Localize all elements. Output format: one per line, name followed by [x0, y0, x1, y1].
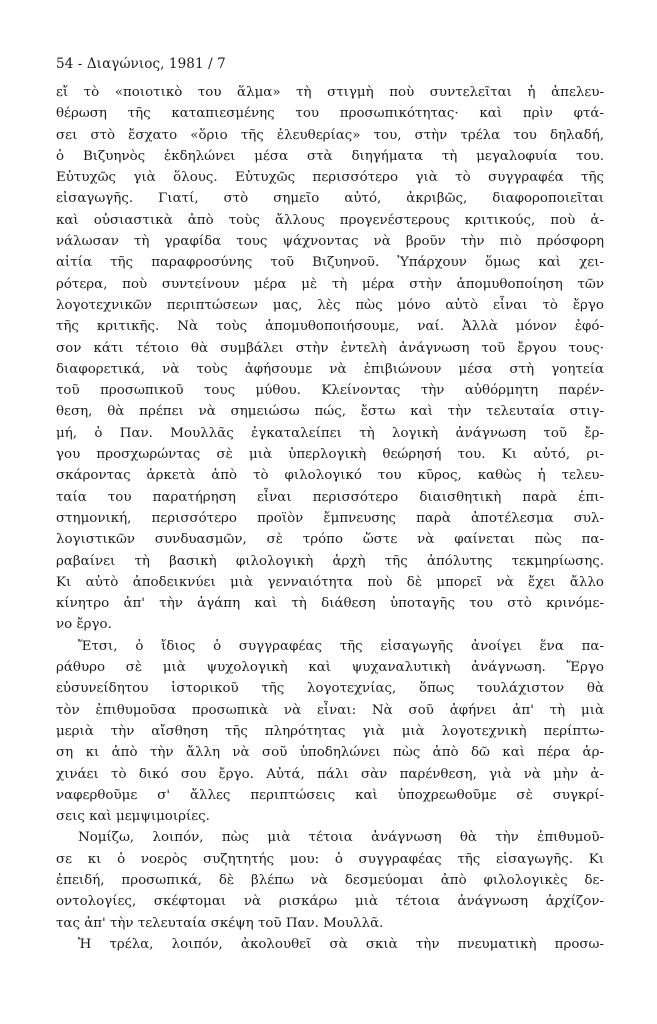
text-line: μεριὰ τὴν αἴσθηση τῆς πληρότητας γιὰ μιὰ λογοτεχνικὴ περίπτω- — [56, 723, 604, 739]
text-line: ναφερθοῦμε σ' ἄλλες περιπτώσεις καὶ ὑποχρεωθοῦμε σὲ συγκρί- — [56, 787, 604, 803]
text-line: στημονική, περισσότερο προϊὸν ἔμπνευσης παρὰ ἀποτέλεσμα συλ- — [56, 510, 604, 526]
text-line: λογοτεχνικῶν περιπτώσεων μας, λὲς πὼς μόνο αὐτὸ εἶναι τὸ ἔργο — [56, 297, 604, 313]
text-line: τὸν ἐπιθυμοῦσα προσωπικὰ νὰ εἶναι: Νὰ σοῦ ἀφήνει ἀπ' τὴ μιὰ — [56, 702, 604, 718]
text-line: ὁ Βιζυηνὸς ἐκδηλώνει μέσα στὰ διηγήματα τὴ μεγαλοφυία του. — [56, 148, 604, 164]
text-line: σε κι ὁ νοερὸς συζητητής μου: ὁ συγγραφέας τῆς εἰσαγωγῆς. Κι — [56, 851, 604, 867]
text-line: εὐσυνείδητου ἱστορικοῦ τῆς λογοτεχνίας, ὅπως τουλάχιστον θὰ — [56, 681, 604, 697]
text-line: ἐπειδή, προσωπικά, δὲ βλέπω νὰ δεσμεύομαι ἀπὸ φιλολογικὲς δε- — [56, 872, 604, 888]
text-line: ράθυρο σὲ μιὰ ψυχολογικὴ καὶ ψυχαναλυτικὴ ἀνάγνωση. Ἔργο — [56, 660, 604, 676]
text-line: οντολογίες, σκέφτομαι νὰ ρισκάρω μιὰ τέτοια ἀνάγνωση ἀρχίζον- — [56, 894, 604, 910]
text-line: Ἔτσι, ὁ ἴδιος ὁ συγγραφέας τῆς εἰσαγωγῆς ἀνοίγει ἕνα πα- — [78, 638, 604, 654]
text-line: τοῦ προσωπικοῦ τους μύθου. Κλείνοντας τὴν αὐθόρμητη παρέν- — [56, 383, 604, 399]
text-line: τας ἀπ' τὴν τελευταία σκέψη τοῦ Παν. Μουλλᾶ. — [56, 915, 384, 931]
text-line: μή, ὁ Παν. Μουλλᾶς ἐγκαταλείπει τὴ λογικὴ ἀνάγνωση τοῦ ἔρ- — [56, 425, 604, 441]
text-line: τῆς κριτικῆς. Νὰ τοὺς ἀπομυθοποιήσουμε, ναί. Ἀλλὰ μόνον ἐφό- — [56, 319, 604, 335]
text-line: κίνητρο ἀπ' τὴν ἀγάπη καὶ τὴ διάθεση ὑποταγῆς του στὸ κρινόμε- — [56, 596, 604, 612]
text-line: εἰσαγωγῆς. Γιατί, στὸ σημεῖο αὐτό, ἀκριβῶς, διαφοροποιεῖται — [56, 191, 604, 207]
body-text — [56, 82, 604, 955]
text-line: σον κάτι τέτοιο θὰ συμβάλει στὴν ἐντελὴ ἀνάγνωση τοῦ ἔργου τους· — [56, 340, 604, 356]
text-line: Ἡ τρέλα, λοιπόν, ἀκολουθεῖ σὰ σκιὰ τὴν πνευματικὴ προσω- — [78, 936, 604, 952]
text-line: νάλωσαν τὴ γραφίδα τους ψάχνοντας νὰ βροῦν τὴν πιὸ πρόσφορη — [56, 234, 604, 250]
text-line: σεις καὶ μεμψιμοιρίες. — [56, 809, 210, 825]
text-line: διαφορετικά, νὰ τοὺς ἀφήσουμε νὰ ἐπιβιώνουν μέσα στὴ γοητεία — [56, 361, 604, 377]
text-line: θέρωση τῆς καταπιεσμένης του προσωπικότητας· καὶ πρὶν φτά- — [56, 106, 604, 122]
text-line: σκάροντας ἀρκετὰ ἀπὸ τὸ φιλολογικό του κῦρος, καθὼς ἡ τελευ- — [56, 468, 604, 484]
text-line: ταία του παρατήρηση εἶναι περισσότερο διαισθητικὴ παρὰ ἐπι- — [56, 489, 604, 505]
text-line: Εὐτυχῶς γιὰ ὅλους. Εὐτυχῶς περισσότερο γιὰ τὸ συγγραφέα τῆς — [56, 170, 604, 186]
text-line: θεση, θὰ πρέπει νὰ σημειώσω πώς, ἔστω καὶ τὴν τελευταία στιγ- — [56, 404, 604, 420]
text-line: ραβαίνει τὴ βασικὴ φιλολογικὴ ἀρχὴ τῆς ἀπόλυτης τεκμηρίωσης. — [56, 553, 604, 569]
text-line: Κι αὐτὸ ἀποδεικνύει μιὰ γενναιότητα ποὺ δὲ μπορεῖ νὰ ἔχει ἄλλο — [56, 574, 604, 590]
text-line: γου προσχωρώντας σὲ μιὰ ὑπερλογικὴ θεώρησή του. Κι αὐτό, ρι- — [56, 447, 604, 463]
text-line: σει στὸ ἔσχατο «ὅριο τῆς ἐλευθερίας» του, στὴν τρέλα του δηλαδή, — [56, 127, 604, 143]
text-line: Νομίζω, λοιπόν, πὼς μιὰ τέτοια ἀνάγνωση θὰ τὴν ἐπιθυμοῦ- — [78, 830, 604, 846]
text-line: λογιστικῶν συνδυασμῶν, σὲ τρόπο ὥστε νὰ φαίνεται πὼς πα- — [56, 532, 604, 548]
text-line: καὶ οὐσιαστικὰ ἀπὸ τοὺς ἄλλους προγενέστερους κριτικούς, ποὺ ἀ- — [56, 212, 604, 228]
running-head: 54 - Διαγώνιος, 1981 / 7 — [56, 56, 226, 72]
text-line: χινάει τὸ δικό σου ἔργο. Αὐτά, πάλι σὰν παρένθεση, γιὰ νὰ μὴν ἀ- — [56, 766, 604, 782]
text-line: ση κι ἀπὸ τὴν ἄλλη νὰ σοῦ ὑποδηλώνει πὼς ἀπὸ δῶ καὶ πέρα ἀρ- — [56, 745, 604, 761]
text-line: ρότερα, ποὺ συντείνουν μέρα μὲ τὴ μέρα στὴν ἀπομυθοποίηση τῶν — [56, 276, 604, 292]
text-line: αἰτία τῆς παραφροσύνης τοῦ Βιζυηνοῦ. Ὑπάρχουν ὅμως καὶ χει- — [56, 255, 604, 271]
text-line: νο ἔργο. — [56, 617, 112, 633]
text-line: εἴ τὸ «ποιοτικὸ του ἅλμα» τὴ στιγμὴ ποὺ συντελεῖται ἡ ἀπελευ- — [56, 85, 604, 100]
